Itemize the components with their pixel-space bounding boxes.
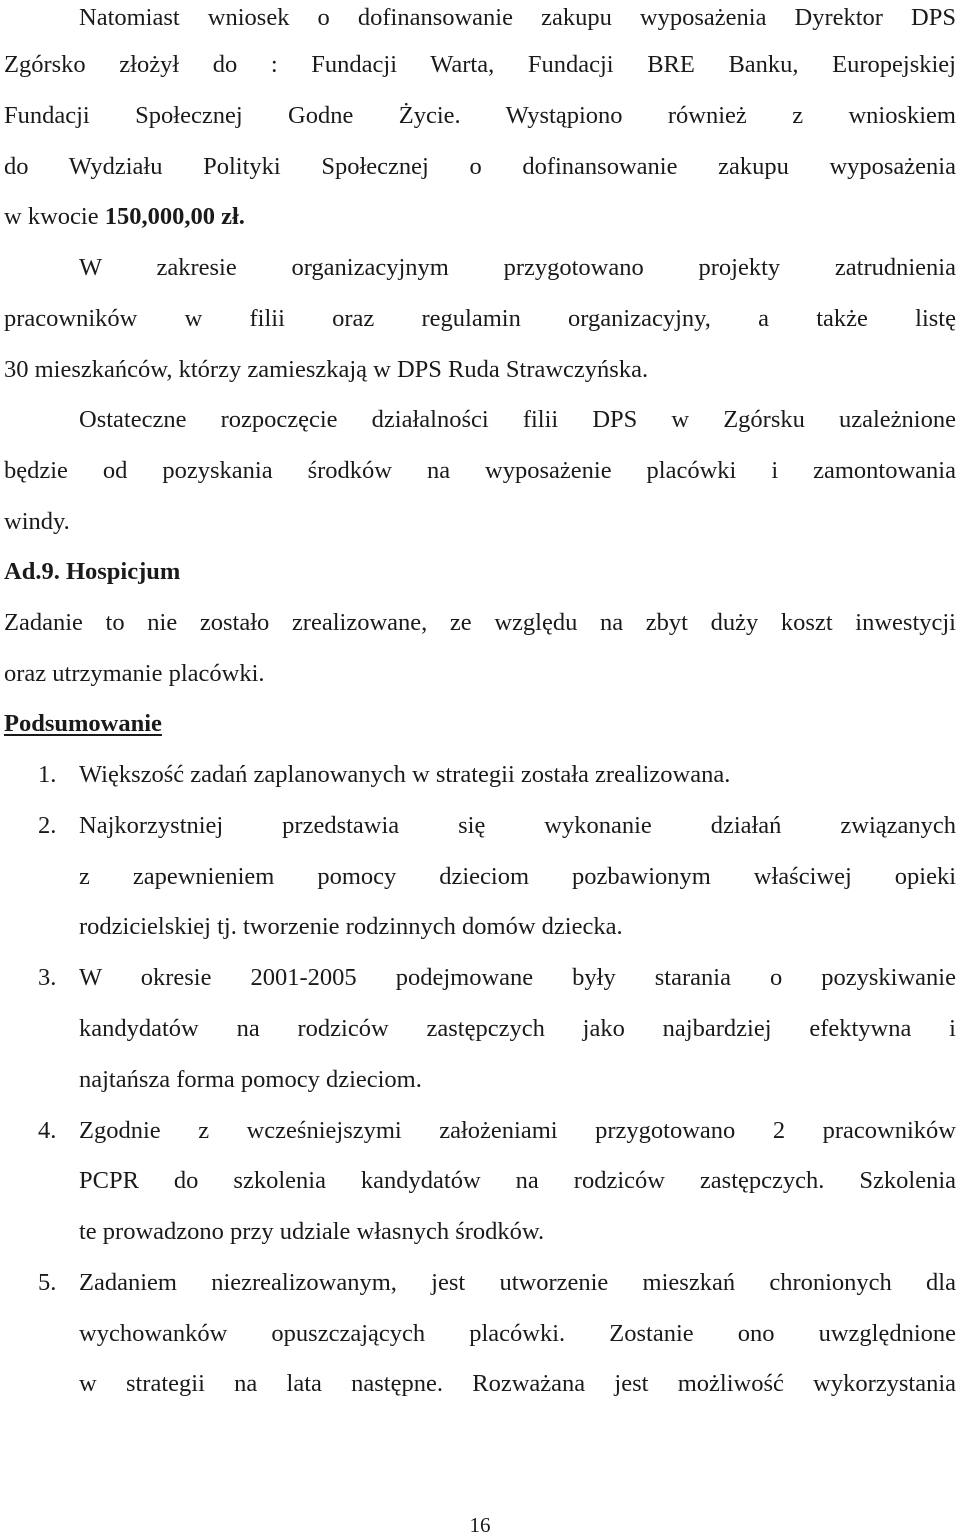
list-item-number: 4. (38, 1117, 57, 1144)
paragraph-line: windy. (4, 508, 70, 535)
summary-heading: Podsumowanie (4, 710, 162, 737)
paragraph-line: Fundacji Społecznej Godne Życie. Wystąpiono również z wnioskiem (4, 102, 956, 129)
section-heading: Ad.9. Hospicjum (4, 558, 181, 585)
paragraph-line: oraz utrzymanie placówki. (4, 660, 265, 687)
list-item-line: w strategii na lata następne. Rozważana jest możliwość wykorzystania (79, 1370, 956, 1397)
list-item-line: kandydatów na rodziców zastępczych jako najbardziej efektywna i (79, 1015, 956, 1042)
list-item-line: Większość zadań zaplanowanych w strategii została zrealizowana. (79, 761, 731, 788)
page-number: 16 (469, 1513, 491, 1537)
paragraph-line: Zadanie to nie zostało zrealizowane, ze względu na zbyt duży koszt inwestycji (4, 609, 956, 636)
paragraph-line: do Wydziału Polityki Społecznej o dofinansowanie zakupu wyposażenia (4, 153, 956, 180)
paragraph-line: 30 mieszkańców, którzy zamieszkają w DPS Ruda Strawczyńska. (4, 356, 649, 383)
paragraph-line: Zgórsko złożył do : Fundacji Warta, Fundacji BRE Banku, Europejskiej (4, 51, 956, 78)
paragraph-line: będzie od pozyskania środków na wyposażenie placówki i zamontowania (4, 457, 956, 484)
list-item-line: Zadaniem niezrealizowanym, jest utworzenie mieszkań chronionych dla (79, 1269, 956, 1296)
list-item-number: 2. (38, 812, 57, 839)
paragraph-line (4, 200, 956, 234)
list-item-line: Zgodnie z wcześniejszymi założeniami przygotowano 2 pracowników (79, 1117, 956, 1144)
paragraph-line: W zakresie organizacyjnym przygotowano projekty zatrudnienia (79, 254, 956, 281)
list-item-line: z zapewnieniem pomocy dzieciom pozbawionym właściwej opieki (79, 863, 956, 890)
list-item-line: te prowadzono przy udziale własnych środków. (79, 1218, 545, 1245)
list-item-line: rodzicielskiej tj. tworzenie rodzinnych domów dziecka. (79, 913, 623, 940)
paragraph-line: pracowników w filii oraz regulamin organizacyjny, a także listę (4, 305, 956, 332)
paragraph-line: Natomiast wniosek o dofinansowanie zakupu wyposażenia Dyrektor DPS (79, 4, 956, 31)
list-item-line: PCPR do szkolenia kandydatów na rodziców zastępczych. Szkolenia (79, 1167, 956, 1194)
list-item-line: W okresie 2001-2005 podejmowane były starania o pozyskiwanie (79, 964, 956, 991)
paragraph-line: Ostateczne rozpoczęcie działalności filii DPS w Zgórsku uzależnione (79, 406, 956, 433)
list-item-number: 1. (38, 761, 57, 788)
amount-text: 150,000,00 zł. (104, 203, 245, 230)
paragraph-text: w kwocie (4, 203, 105, 230)
list-item-line: Najkorzystniej przedstawia się wykonanie działań związanych (79, 812, 956, 839)
list-item-line: najtańsza forma pomocy dzieciom. (79, 1066, 422, 1093)
list-item-line: wychowanków opuszczających placówki. Zostanie ono uwzględnione (79, 1320, 956, 1347)
list-item-number: 5. (38, 1269, 57, 1296)
list-item-number: 3. (38, 964, 57, 991)
